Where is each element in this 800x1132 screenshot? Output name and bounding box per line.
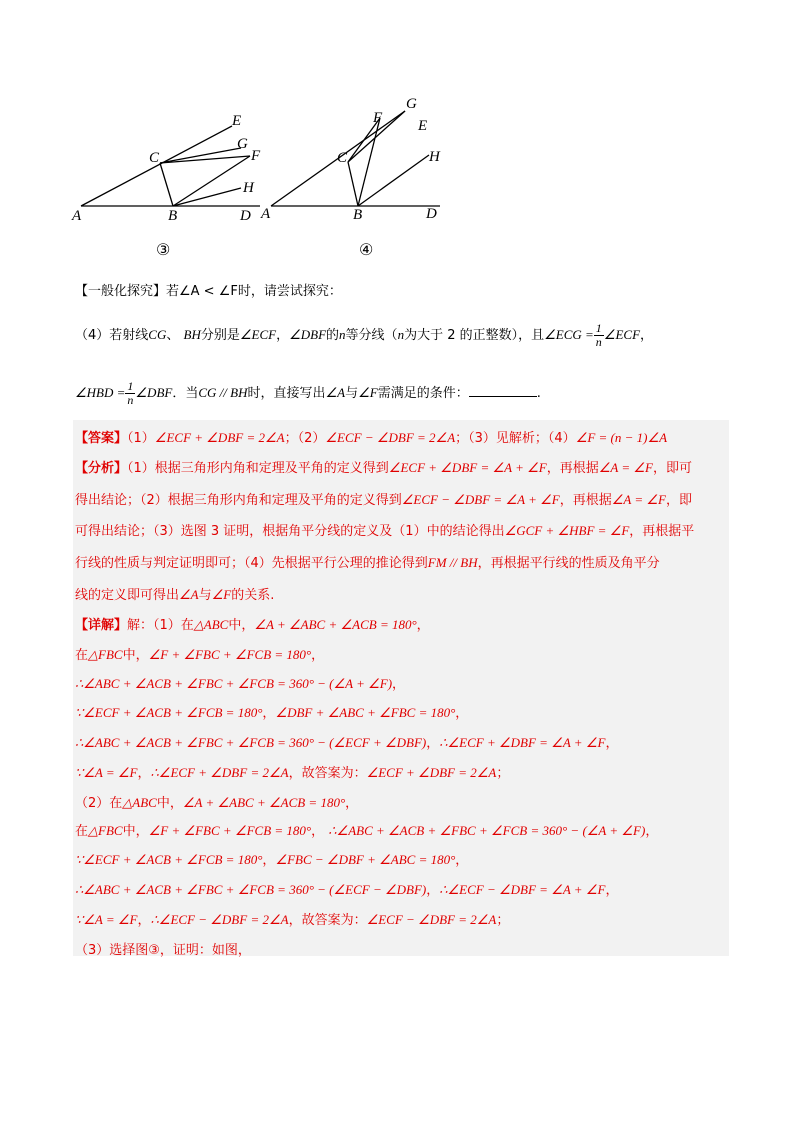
label-E: E bbox=[232, 113, 242, 129]
detail-line-9: ∵∠ECF + ∠ACB + ∠FCB = 180°，∠FBC − ∠DBF + ∠ABC = 180°， bbox=[75, 852, 469, 868]
answer-blank bbox=[469, 385, 537, 397]
general-heading: 【一般化探究】若∠A < ∠F时，请尝试探究： bbox=[75, 284, 342, 299]
detail-line-10: ∴∠ABC + ∠ACB + ∠FBC + ∠FCB = 360° − (∠ECF − ∠DBF)，∴∠ECF − ∠DBF = ∠A + ∠F， bbox=[75, 882, 619, 898]
figure-4-caption: ④ bbox=[359, 242, 374, 259]
detail-line-4: ∵∠ECF + ∠ACB + ∠FCB = 180°，∠DBF + ∠ABC + ∠FBC = 180°， bbox=[75, 705, 469, 721]
figure-4-diagram bbox=[255, 90, 455, 265]
label-E: E bbox=[418, 118, 428, 134]
label-H: H bbox=[429, 149, 440, 165]
analysis-line-2: 得出结论；（2）根据三角形内角和定理及平角的定义得到∠ECF − ∠DBF = ∠A + ∠F，再根据∠A = ∠F，即 bbox=[75, 492, 692, 508]
label-B: B bbox=[353, 207, 363, 223]
detail-line-12: （3）选择图③，证明：如图， bbox=[75, 943, 251, 958]
label-B: B bbox=[168, 208, 178, 224]
detail-line-8: 在△FBC中，∠F + ∠FBC + ∠FCB = 180°， ∴∠ABC + ∠ACB + ∠FBC + ∠FCB = 360° − (∠A + ∠F)， bbox=[75, 823, 659, 839]
question-4-line-2: ∠HBD = $\frac{1}{n}$ ∠DBF．当CG // BH时，直接写出∠A与∠F需满足的条件： . bbox=[75, 379, 541, 407]
label-C: C bbox=[149, 150, 160, 166]
detail-line-11: ∵∠A = ∠F，∴∠ECF − ∠DBF = 2∠A，故答案为：∠ECF − ∠DBF = 2∠A； bbox=[75, 912, 510, 928]
label-D: D bbox=[240, 208, 251, 224]
label-A: A bbox=[72, 208, 82, 224]
label-A: A bbox=[261, 206, 271, 222]
fraction-1-over-n: $\frac{1}{n}$ bbox=[595, 321, 602, 349]
answer-line: 【答案】（1）∠ECF + ∠DBF = 2∠A；（2）∠ECF − ∠DBF = 2∠A；（3）见解析；（4）∠F = (n − 1)∠A bbox=[75, 430, 668, 446]
figure-3-diagram bbox=[60, 105, 280, 265]
analysis-line-5: 线的定义即可得出∠A与∠F的关系. bbox=[75, 587, 275, 603]
label-C: C bbox=[337, 150, 348, 166]
analysis-line-1: 【分析】（1）根据三角形内角和定理及平角的定义得到∠ECF + ∠DBF = ∠A + ∠F，再根据∠A = ∠F，即可 bbox=[75, 460, 692, 476]
detail-line-7: （2）在△ABC中，∠A + ∠ABC + ∠ACB = 180°， bbox=[75, 795, 359, 811]
detail-line-1: 【详解】解：（1）在△ABC中，∠A + ∠ABC + ∠ACB = 180°， bbox=[75, 617, 430, 633]
label-F: F bbox=[251, 148, 261, 164]
detail-line-6: ∵∠A = ∠F，∴∠ECF + ∠DBF = 2∠A，故答案为：∠ECF + ∠DBF = 2∠A； bbox=[75, 765, 510, 781]
label-H: H bbox=[243, 180, 254, 196]
fraction-1-over-n: $\frac{1}{n}$ bbox=[127, 379, 134, 407]
question-4-line-1: （4）若射线CG、 BH分别是∠ECF，∠DBF的n等分线（n为大于 2 的正整数），且∠ECG = $\frac{1}{n}$ ∠ECF， bbox=[75, 321, 654, 349]
label-F: F bbox=[373, 110, 383, 126]
label-G: G bbox=[237, 136, 248, 152]
label-D: D bbox=[426, 206, 437, 222]
analysis-line-3: 可得出结论；（3）选图 3 证明，根据角平分线的定义及（1）中的结论得出∠GCF + ∠HBF = ∠F，再根据平 bbox=[75, 523, 695, 539]
figure-3-caption: ③ bbox=[156, 242, 171, 259]
analysis-line-4: 行线的性质与判定证明即可；（4）先根据平行公理的推论得到FM // BH，再根据平行线的性质及角平分 bbox=[75, 555, 660, 571]
detail-line-5: ∴∠ABC + ∠ACB + ∠FBC + ∠FCB = 360° − (∠ECF + ∠DBF)，∴∠ECF + ∠DBF = ∠A + ∠F， bbox=[75, 735, 619, 751]
label-G: G bbox=[406, 96, 417, 112]
detail-line-2: 在△FBC中，∠F + ∠FBC + ∠FCB = 180°， bbox=[75, 647, 325, 663]
detail-line-3: ∴∠ABC + ∠ACB + ∠FBC + ∠FCB = 360° − (∠A + ∠F)， bbox=[75, 676, 406, 692]
